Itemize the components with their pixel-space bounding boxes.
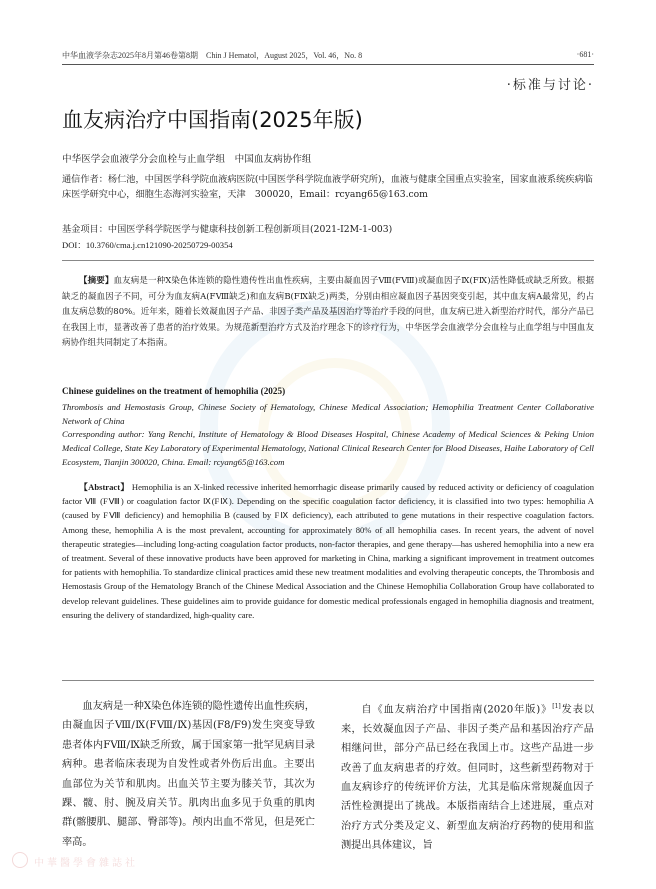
english-correspondence: Corresponding author: Yang Renchi, Institute of Hematology & Blood Diseases Hospital, Chinese Academy of Medical Sciences & Peking Union Medical College, State Key Laboratory of Experimental Hematology, National Clinical Research Center for Blood Diseases, Haihe Laboratory of Cell Ecosystem, Tianjin 300020, China. Email: rcyang65@163.com [62, 429, 594, 468]
publisher-name: 中華醫學會雜誌社 [34, 858, 138, 869]
journal-citation: 中华血液学杂志2025年8月第46卷第8期 Chin J Hematol，August 2025，Vol. 46，No. 8 [62, 51, 363, 60]
doi[interactable]: DOI：10.3760/cma.j.cn121090-20250729-00354 [62, 240, 233, 250]
body-right-text-1: 自《血友病治疗中国指南(2020年版)》 [361, 704, 553, 716]
abstract-zh-label: 【摘要】 [79, 276, 114, 286]
funding-zh: 基金项目：中国医学科学院医学与健康科技创新工程创新项目(2021-I2M-1-003) [62, 224, 393, 235]
body-right-column [341, 697, 594, 856]
citation-ref[interactable]: [1] [552, 703, 561, 710]
divider-bottom [62, 680, 594, 681]
article-title: 血友病治疗中国指南(2025年版) [62, 108, 363, 132]
abstract-zh-text: 血友病是一种X染色体连锁的隐性遗传性出血性疾病，主要由凝血因子Ⅷ(FⅧ)或凝血因子Ⅸ(FⅨ)活性降低或缺乏所致。根据缺乏的凝血因子不同，可分为血友病A(FⅧ缺乏)和血友病B(FⅨ缺乏)两类，分别由相应凝血因子基因突变引起，其中血友病A最常见，约占血友病总数的80%。近年来，随着长效凝血因子产品、非因子类产品及基因治疗等治疗手段的问世，血友病已进入新型治疗时代，部分产品已在我国上市，显著改善了患者的治疗效果。为规范新型治疗方式及治疗理念下的诊疗行为，中华医学会血液学分会血栓与止血学组与中国血友病协作组共同制定了本指南。 [62, 276, 594, 349]
page-number: ·681· [576, 50, 594, 59]
publisher-logo [6, 852, 156, 870]
correspondence-zh: 通信作者：杨仁池，中国医学科学院血液病医院(中国医学科学院血液学研究所)，血液与健康全国重点实验室，国家血液系统疾病临床医学研究中心，细胞生态海河实验室，天津 300020，Email：rcyang65@163.com [62, 174, 593, 200]
english-abstract-label: 【Abstract】 [79, 482, 130, 492]
authors-zh: 中华医学会血液学分会血栓与止血学组 中国血友病协作组 [62, 154, 312, 165]
divider-top [62, 260, 594, 261]
abstract-zh [62, 274, 594, 352]
english-title: Chinese guidelines on the treatment of hemophilia (2025) [62, 386, 286, 396]
publisher-seal-icon [12, 852, 28, 868]
english-abstract-text: Hemophilia is an X-linked recessive inherited hemorrhagic disease primarily caused by reduced activity or deficiency of coagulation factor Ⅷ (FⅧ) or coagulation factor Ⅸ(FⅨ). Depending on the specific coagulation factor deficiency, it is classified into two types: hemophilia A (caused by FⅧ deficiency) and hemophilia B (caused by FⅨ deficiency), each attributed to gene mutations in their respective coagulation factors. Among these, hemophilia A is the most prevalent, accounting for approximately 80% of all hemophilia cases. In recent years, the advent of novel therapeutic strategies—including long-acting coagulation factor products, non-factor therapies, and gene therapy—has ushered hemophilia into a new era of treatment. Several of these innovative products have been approved for marketing in China, marking a significant improvement in treatment outcomes for patients with hemophilia. To standardize clinical practices amid these new treatment modalities and evolving therapeutic concepts, the Thrombosis and Hemostasis Group of the Hematology Branch of the Chinese Medical Association and the Chinese Hemophilia Collaboration Group have collaborated to develop relevant guidelines. These guidelines aim to provide guidance for domestic medical professionals engaged in hemophilia diagnosis and treatment, ensuring the delivery of standardized, high-quality care. [62, 482, 595, 620]
english-authors: Thrombosis and Hemostasis Group, Chinese Society of Hematology, Chinese Medical Association; Hemophilia Treatment Center Collaborative Network of China [62, 402, 594, 427]
running-head [62, 50, 594, 64]
section-tag: ·标准与讨论· [506, 78, 594, 93]
body-right-text-2: 发表以来，长效凝血因子产品、非因子类产品和基因治疗产品相继问世，部分产品已经在我国上市。这些产品进一步改善了血友病患者的疗效。但同时，这些新型药物对于血友病诊疗的传统评价方法，尤其是临床常规凝血因子活性检测提出了挑战。本版指南结合上述进展，重点对治疗方式分类及定义、新型血友病治疗药物的使用和监测提出具体建议，旨 [341, 704, 595, 852]
english-abstract [62, 480, 594, 622]
header-rule [62, 64, 594, 65]
body-left-column: 血友病是一种X染色体连锁的隐性遗传出血性疾病，由凝血因子Ⅷ/Ⅸ(FⅧ/Ⅸ)基因(F8/F9)发生突变导致患者体内FⅧ/Ⅸ缺乏所致，属于国家第一批罕见病目录病种。患者临床表现为自发性或者外伤后出血。主要出血部位为关节和肌肉。出血关节主要为膝关节，其次为踝、髋、肘、腕及肩关节。肌肉出血多见于负重的肌肉群(髂腰肌、腿部、臀部等)。颅内出血不常见，但是死亡率高。 [62, 701, 315, 848]
